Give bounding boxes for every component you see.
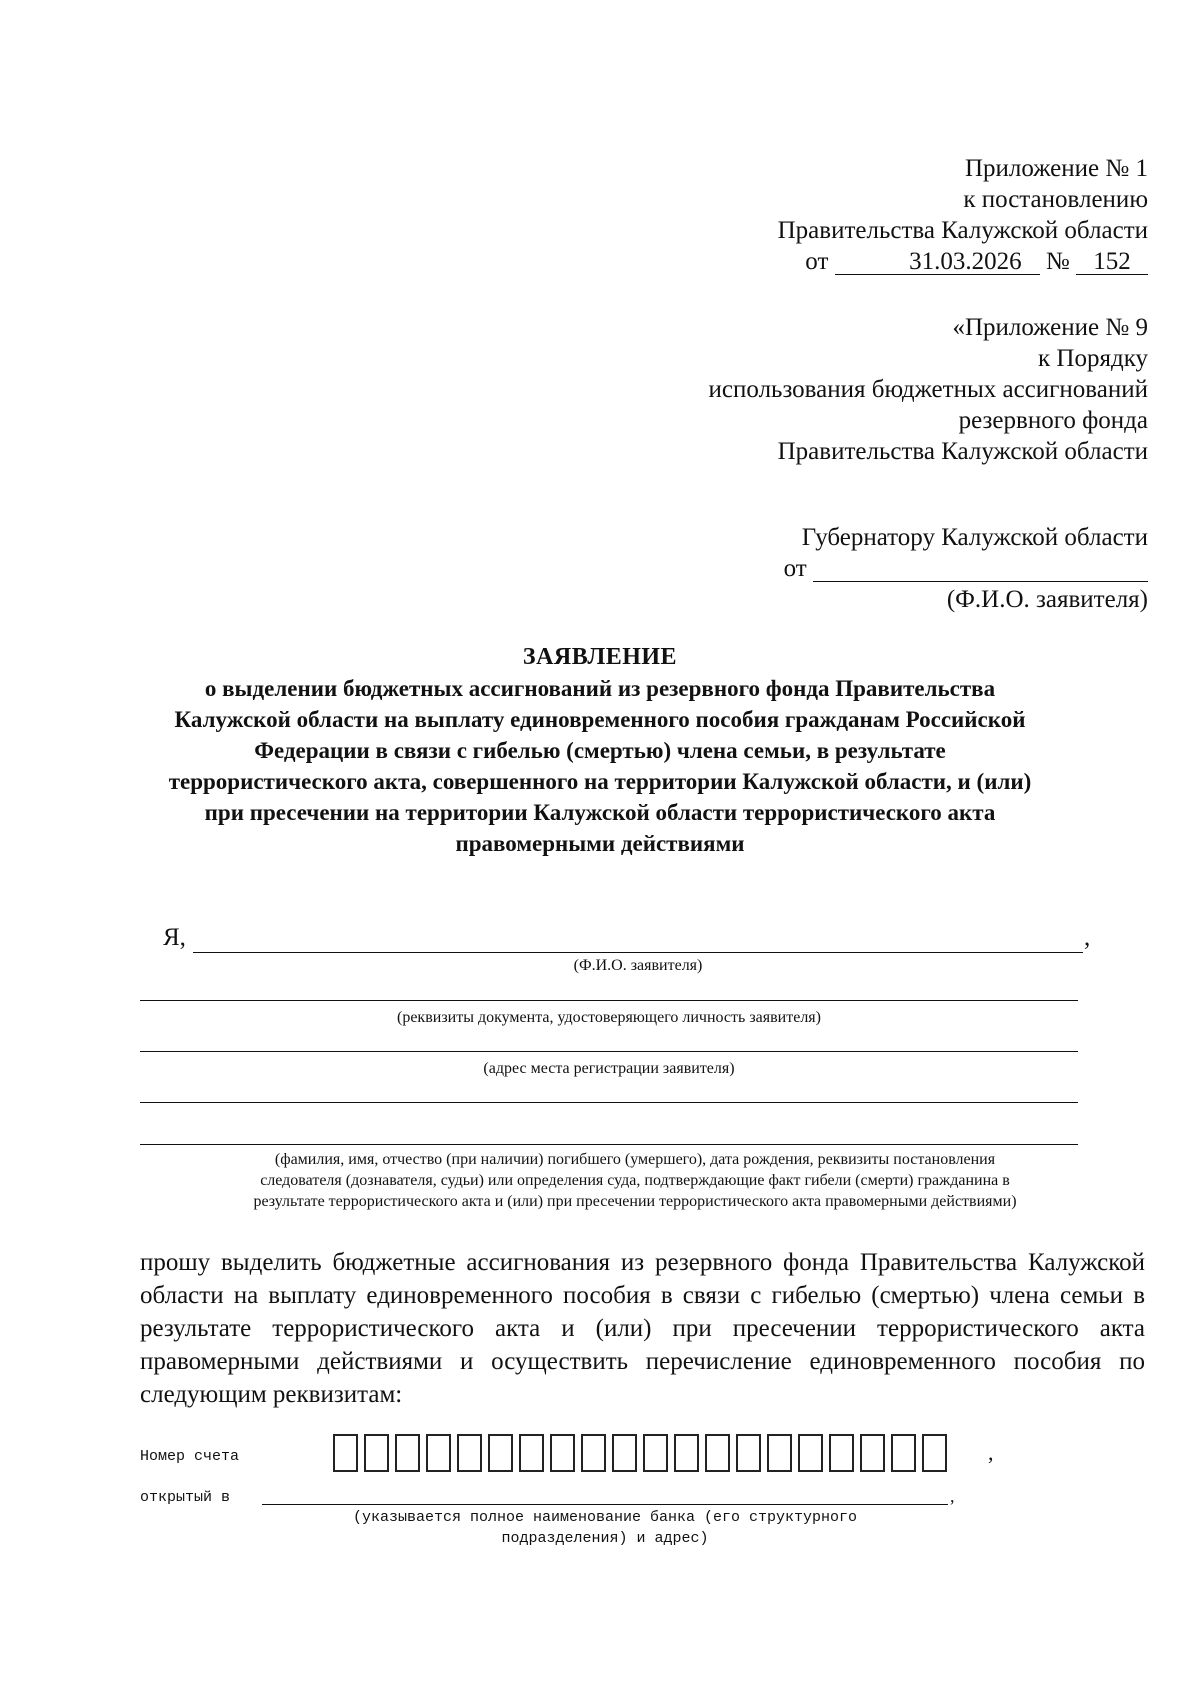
deceased-caption-line-1: (фамилия, имя, отчество (при наличии) погибшего (умершего), дата рождения, реквизиты постановления — [274, 1151, 996, 1168]
order-subject-line1: использования бюджетных ассигнований — [708, 376, 1148, 403]
account-digit-box[interactable] — [767, 1434, 792, 1472]
account-digit-box[interactable] — [550, 1434, 575, 1472]
date-prefix: от — [805, 248, 829, 275]
account-digit-box[interactable] — [395, 1434, 420, 1472]
number-prefix: № — [1045, 248, 1070, 275]
title-line-5: при пресечении на территории Калужской области террористического акта — [204, 800, 996, 825]
account-digit-box[interactable] — [674, 1434, 699, 1472]
title-line-1: о выделении бюджетных ассигнований из резервного фонда Правительства — [204, 676, 996, 701]
addressee-block — [600, 522, 1148, 615]
deceased-caption-line-2: следователя (дознавателя, судьи) или определения суда, подтверждающие факт гибели (смерти) гражданина в — [260, 1172, 1010, 1189]
resolution-date: 31.03.2026 — [835, 250, 1040, 275]
title-line-6: правомерными действиями — [455, 831, 745, 856]
fio-comma: , — [1084, 924, 1091, 951]
account-digit-box[interactable] — [860, 1434, 885, 1472]
order-subject-line3: Правительства Калужской области — [777, 438, 1148, 465]
resolution-number: 152 — [1076, 250, 1148, 275]
account-digit-box[interactable] — [333, 1434, 358, 1472]
appendix-header — [600, 153, 1148, 277]
fio-caption: (Ф.И.О. заявителя) — [573, 957, 703, 974]
account-digit-box[interactable] — [364, 1434, 389, 1472]
addressee-governor: Губернатору Калужской области — [801, 524, 1148, 551]
account-digit-box[interactable] — [457, 1434, 482, 1472]
from-prefix: от — [783, 555, 807, 582]
account-digit-box[interactable] — [829, 1434, 854, 1472]
account-digit-box[interactable] — [891, 1434, 916, 1472]
bank-caption-line-2: подразделения) и адрес) — [501, 1530, 709, 1547]
appendix-resolution-ref: к постановлению — [963, 186, 1148, 213]
account-number-label: Номер счета — [140, 1448, 240, 1465]
applicant-fio-input-line[interactable] — [193, 928, 1083, 953]
account-digit-box[interactable] — [922, 1434, 947, 1472]
account-comma: , — [988, 1440, 994, 1465]
applicant-name-field[interactable] — [813, 557, 1148, 582]
appendix-title: Приложение № 1 — [964, 155, 1148, 182]
request-paragraph: прошу выделить бюджетные ассигнования из резервного фонда Правительства Калужской области на выплату единовременного пособия в связи с гибелью (смертью) члена семьи в результате террористического акта и (или) при пресечении террористического акта правомерными действиями и осуществить перечисление единовременного пособия по следующим реквизитам: — [140, 1249, 1145, 1408]
order-appendix-title: «Приложение № 9 — [952, 314, 1148, 341]
title-line-3: Федерации в связи с гибелью (смертью) члена семьи, в результате — [254, 738, 946, 763]
registration-address-caption: (адрес места регистрации заявителя) — [483, 1060, 735, 1077]
deceased-info-caption — [140, 1149, 1130, 1212]
title-line-2: Калужской области на выплату единовременного пособия гражданам Российской — [174, 707, 1026, 732]
registration-address-input-line[interactable] — [140, 1029, 1078, 1052]
bank-comma: , — [950, 1486, 955, 1506]
account-digit-box[interactable] — [581, 1434, 606, 1472]
bank-caption — [260, 1507, 950, 1549]
i-prefix: Я, — [163, 924, 186, 951]
account-digit-box[interactable] — [612, 1434, 637, 1472]
deceased-caption-line-3: результате террористического акта и (или) при пресечении террористического акта правомерными действиями) — [253, 1193, 1017, 1210]
account-digit-box[interactable] — [705, 1434, 730, 1472]
order-subject-line2: резервного фонда — [958, 407, 1148, 434]
bank-caption-line-1: (указывается полное наименование банка (его структурного — [352, 1509, 858, 1526]
application-title — [120, 642, 1080, 859]
addressee-fio-caption: (Ф.И.О. заявителя) — [946, 586, 1148, 613]
title-main: ЗАЯВЛЕНИЕ — [522, 644, 678, 670]
deceased-info-input-line-2[interactable] — [140, 1122, 1078, 1145]
appendix-government: Правительства Калужской области — [777, 217, 1148, 244]
identity-document-input-line[interactable] — [140, 978, 1078, 1001]
account-digit-box[interactable] — [736, 1434, 761, 1472]
account-digit-box[interactable] — [643, 1434, 668, 1472]
account-digit-box[interactable] — [488, 1434, 513, 1472]
appendix-date-number-row — [600, 246, 1148, 277]
addressee-from-row — [600, 553, 1148, 584]
deceased-info-input-line-1[interactable] — [140, 1080, 1078, 1103]
opened-at-label: открытый в — [140, 1489, 231, 1506]
account-digit-box[interactable] — [798, 1434, 823, 1472]
order-ref: к Порядку — [1038, 345, 1148, 372]
bank-name-input-line[interactable] — [262, 1484, 948, 1505]
identity-document-caption: (реквизиты документа, удостоверяющего личность заявителя) — [397, 1009, 821, 1026]
account-digit-box[interactable] — [426, 1434, 451, 1472]
account-digit-box[interactable] — [519, 1434, 544, 1472]
title-line-4: террористического акта, совершенного на территории Калужской области, и (или) — [168, 769, 1032, 794]
order-header — [600, 312, 1148, 467]
account-number-boxes[interactable] — [333, 1434, 953, 1472]
